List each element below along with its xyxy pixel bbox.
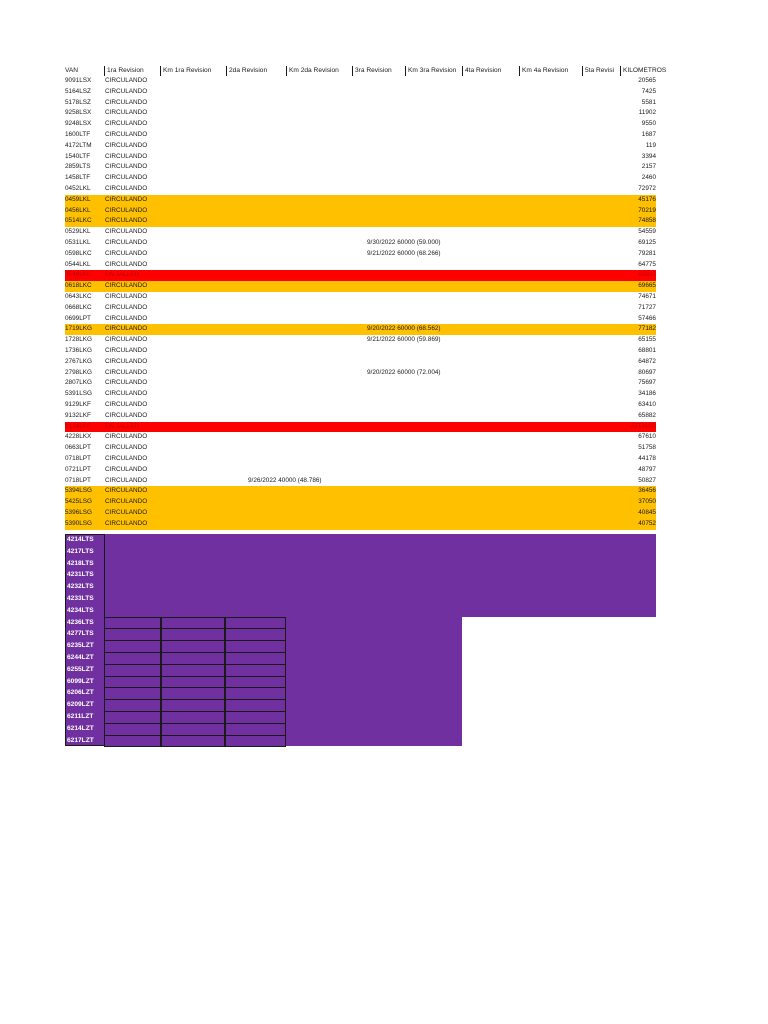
van-cell[interactable]: 1736LKG [65,347,93,354]
kilometros-cell[interactable]: 51758 [638,444,656,452]
van-cell[interactable]: 0643LKC [65,293,92,300]
van-cell[interactable]: 0718LPT [65,455,91,462]
purple-van-cell[interactable]: 4214LTS [67,536,94,543]
column-header[interactable]: 1ra Revision [104,66,160,76]
van-cell[interactable]: 0699LPT [65,314,91,322]
van-cell[interactable]: 0544LKL [65,260,91,268]
kilometros-cell[interactable]: 71727 [638,303,656,311]
purple-van-cell[interactable]: 4236LTS [67,618,94,626]
column-header[interactable]: 3ra Revision [352,66,405,76]
van-cell[interactable]: 0529LKL [65,228,91,236]
purple-grid-cell[interactable] [225,735,286,748]
kilometros-cell[interactable]: 63410 [638,401,656,408]
purple-van-cell[interactable]: 6214LZT [67,724,94,732]
van-cell[interactable]: 5391LSG [65,390,93,398]
van-cell[interactable]: 5425LSG [65,498,93,506]
third-revision-cell[interactable]: 9/21/2022 60000 (59.869) [367,336,441,344]
van-cell[interactable]: 9129LKF [65,401,91,408]
status-cell[interactable]: CIRCULANDO [105,498,148,506]
kilometros-cell[interactable]: 11902 [638,109,656,117]
van-cell[interactable]: 0452LKL [65,185,91,192]
kilometros-cell[interactable]: 34186 [638,390,656,398]
kilometros-cell[interactable]: 45176 [638,195,656,203]
van-cell[interactable]: 2807LKG [65,379,93,387]
third-revision-cell[interactable]: 9/20/2022 60000 (68.562) [367,325,441,333]
status-cell[interactable]: CIRCULANDO [105,325,148,333]
kilometros-cell[interactable]: 82837 [638,271,656,279]
status-cell[interactable]: CIRCULANDO [105,368,148,376]
van-cell[interactable]: 1458LTF [65,174,91,182]
status-cell[interactable]: CIRCULANDO [105,206,148,214]
status-cell[interactable]: CIRCULANDO [105,476,148,484]
column-header[interactable]: Km 1ra Revision [160,66,226,76]
status-cell[interactable]: CIRCULANDO [105,509,148,516]
purple-van-cell[interactable]: 6211LZT [67,713,94,720]
status-cell[interactable]: CIRCULANDO [105,185,148,192]
kilometros-cell[interactable]: 5581 [641,98,656,106]
van-cell[interactable]: 0549LKL [65,271,91,279]
van-cell[interactable]: 9258LSX [65,109,92,117]
status-cell[interactable]: CIRCULANDO [105,411,148,419]
status-cell[interactable]: CIRCULANDO [105,152,148,160]
purple-van-cell[interactable]: 4277LTS [67,630,94,638]
kilometros-cell[interactable]: 48797 [638,465,656,473]
kilometros-cell[interactable]: 50827 [638,476,656,484]
kilometros-cell[interactable]: 57466 [638,314,656,322]
van-cell[interactable]: 2859LTS [65,163,91,171]
status-cell[interactable]: CIRCULANDO [105,174,148,182]
kilometros-cell[interactable]: 70219 [638,206,656,214]
kilometros-cell[interactable]: 54559 [638,228,656,236]
kilometros-cell[interactable]: 40752 [638,519,656,527]
status-cell[interactable]: CIRCULANDO [105,249,148,257]
purple-van-cell[interactable]: 6206LZT [67,689,94,697]
status-cell[interactable]: CIRCULANDO [105,487,148,495]
status-cell[interactable]: CIRCULANDO [105,239,148,246]
status-cell[interactable]: CIRCULANDO [105,120,148,128]
kilometros-cell[interactable]: ATENAS [630,422,656,430]
kilometros-cell[interactable]: 74671 [638,293,656,300]
van-cell[interactable]: 0531LKL [65,239,91,246]
status-cell[interactable]: CIRCULANDO [105,455,148,462]
van-cell[interactable]: 9248LSX [65,120,92,128]
status-cell[interactable]: CIRCULANDO [105,347,148,354]
kilometros-cell[interactable]: 68801 [638,347,656,354]
van-cell[interactable]: 0618LKC [65,282,92,290]
status-cell[interactable]: CIRCULANDO [105,260,148,268]
status-cell[interactable]: CIRCULANDO [105,87,148,95]
purple-van-cell[interactable]: 4218LTS [67,559,94,567]
status-cell[interactable]: CIRCULANDO [105,444,148,452]
column-header[interactable]: 4ta Revision [462,66,519,76]
van-cell[interactable]: 0721LPT [65,465,91,473]
purple-van-cell[interactable]: 6099LZT [67,677,94,685]
column-header[interactable]: KILOMETROS [620,66,670,76]
kilometros-cell[interactable]: 72972 [638,185,656,192]
kilometros-cell[interactable]: 67610 [638,433,656,441]
purple-van-cell[interactable]: 6235LZT [67,642,94,650]
third-revision-cell[interactable]: 9/30/2022 60000 (59.000) [367,239,441,246]
purple-van-cell[interactable]: 4217LTS [67,547,94,555]
status-cell[interactable]: CIRCULANDO [105,141,148,149]
purple-grid-cell[interactable] [104,735,161,748]
status-cell[interactable]: CIRCULANDO [105,282,148,290]
status-cell[interactable]: CIRCULANDO [105,314,148,322]
kilometros-cell[interactable]: 2460 [641,174,656,182]
van-cell[interactable]: 0459LKL [65,195,91,203]
purple-van-cell[interactable]: 4232LTS [67,583,94,591]
kilometros-cell[interactable]: 74858 [638,217,656,225]
kilometros-cell[interactable]: 36456 [638,487,656,495]
van-cell[interactable]: 0718LPT [65,476,91,484]
van-cell[interactable]: 1728LKG [65,336,93,344]
van-cell[interactable]: 2798LKG [65,368,93,376]
kilometros-cell[interactable]: 80697 [638,368,656,376]
purple-van-cell[interactable]: 6209LZT [67,701,94,709]
van-cell[interactable]: 4228LKX [65,433,92,441]
kilometros-cell[interactable]: 3394 [641,152,656,160]
van-cell[interactable]: 1600LTF [65,131,91,138]
van-cell[interactable]: 5390LSG [65,519,93,527]
van-cell[interactable]: 5178LSZ [65,98,91,106]
purple-van-cell[interactable]: 6255LZT [67,665,94,673]
status-cell[interactable]: CIRCULANDO [105,228,148,236]
column-header[interactable]: VAN [65,67,79,74]
kilometros-cell[interactable]: 44178 [638,455,656,462]
kilometros-cell[interactable]: 64872 [638,357,656,365]
column-header[interactable]: 5ta Revisi [582,66,620,76]
kilometros-cell[interactable]: 75697 [638,379,656,387]
purple-van-cell[interactable]: 6217LZT [67,736,94,744]
van-cell[interactable]: 2767LKG [65,357,93,365]
status-cell[interactable]: CIRCULANDO [105,390,148,398]
purple-fill-wide [65,534,656,617]
purple-grid-cell[interactable] [161,735,225,748]
kilometros-cell[interactable]: 37050 [638,498,656,506]
status-cell[interactable]: CIRCULANDO [105,77,148,84]
kilometros-cell[interactable]: 20565 [638,77,656,84]
kilometros-cell[interactable]: 7425 [641,87,656,95]
purple-van-cell[interactable]: 6244LZT [67,654,94,661]
status-cell[interactable]: CIRCULANDO [105,465,148,473]
status-cell[interactable]: CIRCULANDO [105,195,148,203]
purple-van-cell[interactable]: 4231LTS [67,571,94,579]
third-revision-cell[interactable]: 9/20/2022 60000 (72.004) [367,368,441,376]
van-cell[interactable]: 5164LSZ [65,87,91,95]
van-cell[interactable]: 9132LKF [65,411,91,419]
kilometros-cell[interactable]: 9550 [641,120,656,128]
purple-van-cell[interactable]: 4234LTS [67,606,94,614]
van-cell[interactable]: 0456LKL [65,206,91,214]
column-header[interactable]: Km 2da Revision [286,66,352,76]
van-cell[interactable]: 9091LSX [65,77,92,84]
status-cell[interactable]: CIRCULANDO [105,131,148,138]
van-cell[interactable]: 5394LSG [65,487,93,495]
kilometros-cell[interactable]: 69125 [638,239,656,246]
third-revision-cell[interactable]: 9/21/2022 60000 (68.266) [367,249,441,257]
purple-van-cell[interactable]: 4233LTS [67,595,94,602]
kilometros-cell[interactable]: 40845 [638,509,656,516]
status-cell[interactable]: CIRCULANDO [105,336,148,344]
status-cell[interactable]: EN TALLER [105,422,140,430]
status-cell[interactable]: CIRCULANDO [105,293,148,300]
status-cell[interactable]: CIRCULANDO [105,433,148,441]
van-cell[interactable]: 4172LTM [65,141,92,149]
van-cell[interactable]: 0514LKC [65,217,92,225]
status-cell[interactable]: CIRCULANDO [105,217,148,225]
status-cell[interactable]: CIRCULANDO [105,519,148,527]
kilometros-cell[interactable]: 119 [645,141,656,149]
kilometros-cell[interactable]: 69665 [638,282,656,290]
van-cell[interactable]: 1719LKG [65,325,93,333]
van-cell[interactable]: 0668LKC [65,303,92,311]
van-cell[interactable]: 5396LSG [65,509,93,516]
status-cell[interactable]: CIRCULANDO [105,109,148,117]
kilometros-cell[interactable]: 65882 [638,411,656,419]
kilometros-cell[interactable]: 2157 [641,163,656,171]
kilometros-cell[interactable]: 64775 [638,260,656,268]
van-cell[interactable]: 1540LTF [65,152,91,160]
status-cell[interactable]: CIRCULANDO [105,357,148,365]
column-header[interactable]: Km 3ra Revision [405,66,462,76]
column-header[interactable]: 2da Revision [226,66,286,76]
kilometros-cell[interactable]: 77182 [638,325,656,333]
status-cell[interactable]: CIRCULANDO [105,379,148,387]
van-cell[interactable]: 9134LKF [65,422,91,430]
kilometros-cell[interactable]: 65155 [638,336,656,344]
second-revision-cell[interactable]: 9/26/2022 40000 (48.786) [248,476,322,484]
column-header[interactable]: Km 4a Revision [519,66,582,76]
status-cell[interactable]: CIRCULANDO [105,303,148,311]
status-cell[interactable]: EN TALLER [105,271,140,279]
kilometros-cell[interactable]: 1687 [641,131,656,138]
van-cell[interactable]: 0598LKC [65,249,92,257]
status-cell[interactable]: CIRCULANDO [105,163,148,171]
van-cell[interactable]: 0663LPT [65,444,91,452]
status-cell[interactable]: CIRCULANDO [105,98,148,106]
status-cell[interactable]: CIRCULANDO [105,401,148,408]
kilometros-cell[interactable]: 79281 [638,249,656,257]
